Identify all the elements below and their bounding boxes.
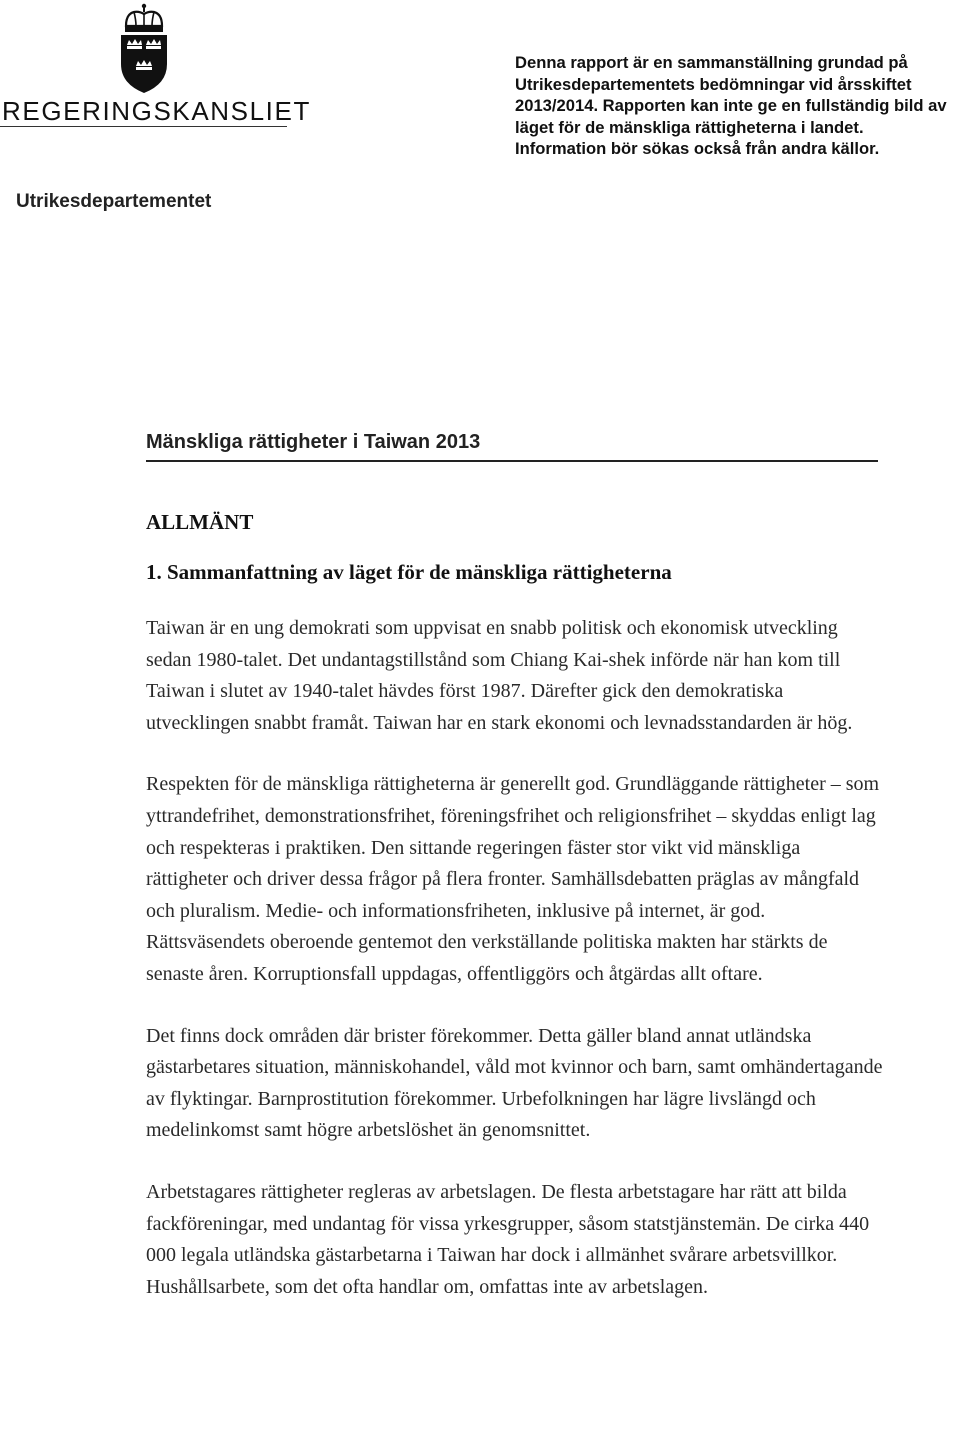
paragraph: Arbetstagares rättigheter regleras av arbetslagen. De flesta arbetstagare har rätt att bilda fackföreningar, med undantag för vissa yrkesgrupper, såsom statstjänstemän. De cirka 440 000 legala utländska gästarbetarna i Taiwan har dock i allmänhet svårare arbetsvillkor. Hushållsarbete, som det ofta handlar om, omfattas inte av arbetslagen. (146, 1180, 870, 1298)
department-name: Utrikesdepartementet (16, 191, 212, 212)
paragraph: Det finns dock områden där brister förekommer. Detta gäller bland annat utländska gästarbetares situation, människohandel, våld mot kvinnor och barn, samt omhändertagande av flyktingar. Barnprostitution förekommer. Urbefolkningen har lägre livslängd och medelinkomst samt högre arbetslöshet än genomsnittet. (146, 1024, 883, 1142)
paragraph: Taiwan är en ung demokrati som uppvisat en snabb politisk och ekonomisk utveckling sedan 1980-talet. Det undantagstillstånd som Chiang Kai-shek införde när han kom till Taiwan i slutet av 1940-talet hävdes först 1987. Därefter gick den demokratiska utvecklingen snabbt framåt. Taiwan har en stark ekonomi och levnadsstandarden är hög. (146, 617, 853, 734)
section-heading: ALLMÄNT (146, 510, 254, 534)
paragraph: Respekten för de mänskliga rättigheterna är generellt god. Grundläggande rättigheter – som yttrandefrihet, demonstrationsfrihet, föreningsfrihet och religionsfrihet – skyddas enligt lag och respekteras i praktiken. Den sittande regeringen fäster stor vikt vid mänskliga rättigheter och driver dessa frågor på flera fronter. Samhällsdebatten präglas av mångfald och pluralism. Medie- och informationsfriheten, inklusive på internet, är god. Rättsväsendets oberoende gentemot den verkställande politiska makten har stärkts de senaste åren. Korruptionsfall uppdagas, offentliggörs och åtgärdas allt oftare. (146, 773, 880, 985)
subsection-heading: 1. Sammanfattning av läget för de mänskliga rättigheterna (146, 560, 672, 584)
royal-crest-icon (112, 2, 176, 96)
logo-wordmark: REGERINGSKANSLIET (2, 96, 311, 126)
disclaimer-text: Denna rapport är en sammanställning grundad på Utrikesdepartementets bedömningar vid årsskiftet 2013/2014. Rapporten kan inte ge en fullständig bild av läget för de mänskliga rättigheterna i landet. Information bör sökas också från andra källor. (515, 53, 947, 158)
government-logo (0, 0, 311, 130)
report-title: Mänskliga rättigheter i Taiwan 2013 (146, 431, 878, 462)
logo-rule (0, 126, 287, 127)
report-body (146, 507, 886, 1303)
